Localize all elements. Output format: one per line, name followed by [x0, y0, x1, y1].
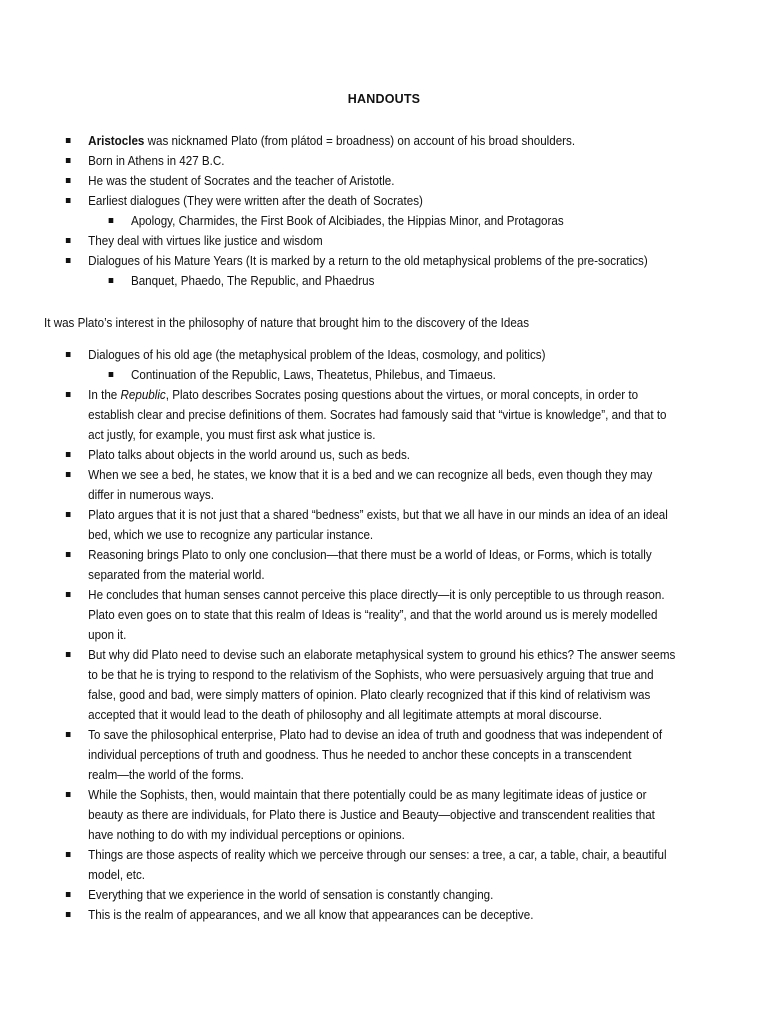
list-item [64, 251, 758, 271]
list-item-text: bed, which we use to recognize any particular instance. [88, 528, 374, 542]
list-item [64, 445, 758, 465]
square-bullet-icon [66, 392, 71, 397]
list-item [64, 785, 758, 845]
list-item-text: separated from the material world. [88, 568, 265, 582]
square-bullet-icon [66, 472, 71, 477]
square-bullet-icon [66, 852, 71, 857]
list-item-text: To save the philosophical enterprise, Plato had to devise an idea of truth and goodness that was independent of [88, 728, 663, 742]
list-item-text: Banquet, Phaedo, The Republic, and Phaedrus [130, 274, 375, 288]
list-item-text: act justly, for example, you must first ask what justice is. [88, 428, 376, 442]
square-bullet-icon [66, 792, 71, 797]
square-bullet-icon [66, 238, 71, 243]
sub-list-item [64, 365, 768, 385]
list-item-text: false, good and bad, were simply matters of opinion. Plato clearly recognized that if this kind of relativism was [88, 688, 651, 702]
list-item-text: Plato talks about objects in the world around us, such as beds. [88, 448, 411, 462]
square-bullet-icon [66, 732, 71, 737]
list-item [64, 345, 758, 365]
list-item-text: Plato even goes on to state that this realm of Ideas is “reality”, and that the world around us is merely modelled [88, 608, 658, 622]
list-item-text: accepted that it would lead to the death of philosophy and all legitimate attempts at moral discourse. [88, 708, 602, 722]
square-bullet-icon [66, 352, 71, 357]
bullet-list-ideas [64, 345, 734, 925]
list-item-text: have nothing to do with my individual perceptions or opinions. [88, 828, 405, 842]
list-item [64, 151, 758, 171]
list-item-text: Plato argues that it is not just that a shared “bedness” exists, but that we all have in our minds an idea of an ideal [88, 508, 668, 522]
sub-list-item [64, 271, 768, 291]
list-item-text: Things are those aspects of reality which we perceive through our senses: a tree, a car, a table, chair, a beautiful [88, 848, 667, 862]
list-item-text: , Plato describes Socrates posing questions about the virtues, or moral concepts, in order to [165, 388, 639, 402]
list-item-text: was nicknamed Plato (from plátod = broadness) on account of his broad shoulders. [144, 134, 576, 148]
list-item-text: Continuation of the Republic, Laws, Theatetus, Philebus, and Timaeus. [130, 368, 496, 382]
square-bullet-icon [66, 138, 71, 143]
list-item [64, 905, 758, 925]
list-item [64, 645, 758, 725]
list-item [64, 171, 758, 191]
list-item-text: Everything that we experience in the world of sensation is constantly changing. [88, 888, 494, 902]
list-item-text: to be that he is trying to respond to the relativism of the Sophists, who were persuasively arguing that true and [88, 668, 654, 682]
list-item [64, 191, 758, 211]
list-item-text: He was the student of Socrates and the teacher of Aristotle. [88, 174, 395, 188]
square-bullet-icon [66, 912, 71, 917]
list-item [64, 845, 758, 885]
list-item-text: beauty as there are individuals, for Plato there is Justice and Beauty—objective and transcendent realities that [88, 808, 655, 822]
square-bullet-icon [66, 512, 71, 517]
list-item-text: Dialogues of his old age (the metaphysical problem of the Ideas, cosmology, and politics) [88, 348, 546, 362]
square-bullet-icon [66, 892, 71, 897]
square-bullet-icon [109, 278, 114, 283]
square-bullet-icon [109, 218, 114, 223]
body-paragraph: It was Plato’s interest in the philosophy of nature that brought him to the discovery of the Ideas [44, 316, 530, 330]
list-item-text: They deal with virtues like justice and wisdom [88, 234, 323, 248]
square-bullet-icon [66, 158, 71, 163]
list-item-text: differ in numerous ways. [88, 488, 214, 502]
list-item [64, 465, 758, 505]
bullet-list-biography [64, 131, 734, 291]
list-item [64, 585, 758, 645]
list-item-text: In the [88, 388, 121, 402]
square-bullet-icon [66, 258, 71, 263]
square-bullet-icon [66, 652, 71, 657]
sub-list-item [64, 211, 768, 231]
list-item [64, 385, 758, 445]
list-item-text: Dialogues of his Mature Years (It is marked by a return to the old metaphysical problems of the pre-socratics) [88, 254, 648, 268]
square-bullet-icon [66, 552, 71, 557]
list-item-text: model, etc. [88, 868, 146, 882]
italic-text: Republic [120, 388, 166, 402]
bold-text: Aristocles [88, 134, 145, 148]
square-bullet-icon [66, 592, 71, 597]
list-item-text: realm—the world of the forms. [88, 768, 244, 782]
square-bullet-icon [66, 178, 71, 183]
list-item [64, 725, 758, 785]
square-bullet-icon [66, 452, 71, 457]
list-item-text: Apology, Charmides, the First Book of Alcibiades, the Hippias Minor, and Protagoras [130, 214, 564, 228]
square-bullet-icon [66, 198, 71, 203]
list-item-text: This is the realm of appearances, and we all know that appearances can be deceptive. [88, 908, 534, 922]
list-item-text: upon it. [88, 628, 127, 642]
list-item-text: While the Sophists, then, would maintain that there potentially could be as many legitimate ideas of justice or [88, 788, 647, 802]
list-item [64, 545, 758, 585]
list-item-text: Reasoning brings Plato to only one conclusion—that there must be a world of Ideas, or Forms, which is totally [88, 548, 652, 562]
list-item-text: Born in Athens in 427 B.C. [88, 154, 225, 168]
list-item-text: He concludes that human senses cannot perceive this place directly—it is only perceptible to us through reason. [88, 588, 665, 602]
list-item-text: When we see a bed, he states, we know that it is a bed and we can recognize all beds, even though they may [88, 468, 653, 482]
list-item [64, 131, 758, 151]
square-bullet-icon [109, 372, 114, 377]
list-item [64, 505, 758, 545]
list-item [64, 885, 758, 905]
list-item-text: individual perceptions of truth and goodness. Thus he needed to anchor these concepts in a transcendent [88, 748, 632, 762]
list-item-text: Earliest dialogues (They were written after the death of Socrates) [88, 194, 423, 208]
list-item [64, 231, 758, 251]
list-item-text: establish clear and precise definitions of them. Socrates had famously said that “virtue is knowledge”, and that to [88, 408, 667, 422]
list-item-text: But why did Plato need to devise such an elaborate metaphysical system to ground his ethics? The answer seems [88, 648, 676, 662]
page-title: HANDOUTS [347, 92, 421, 106]
